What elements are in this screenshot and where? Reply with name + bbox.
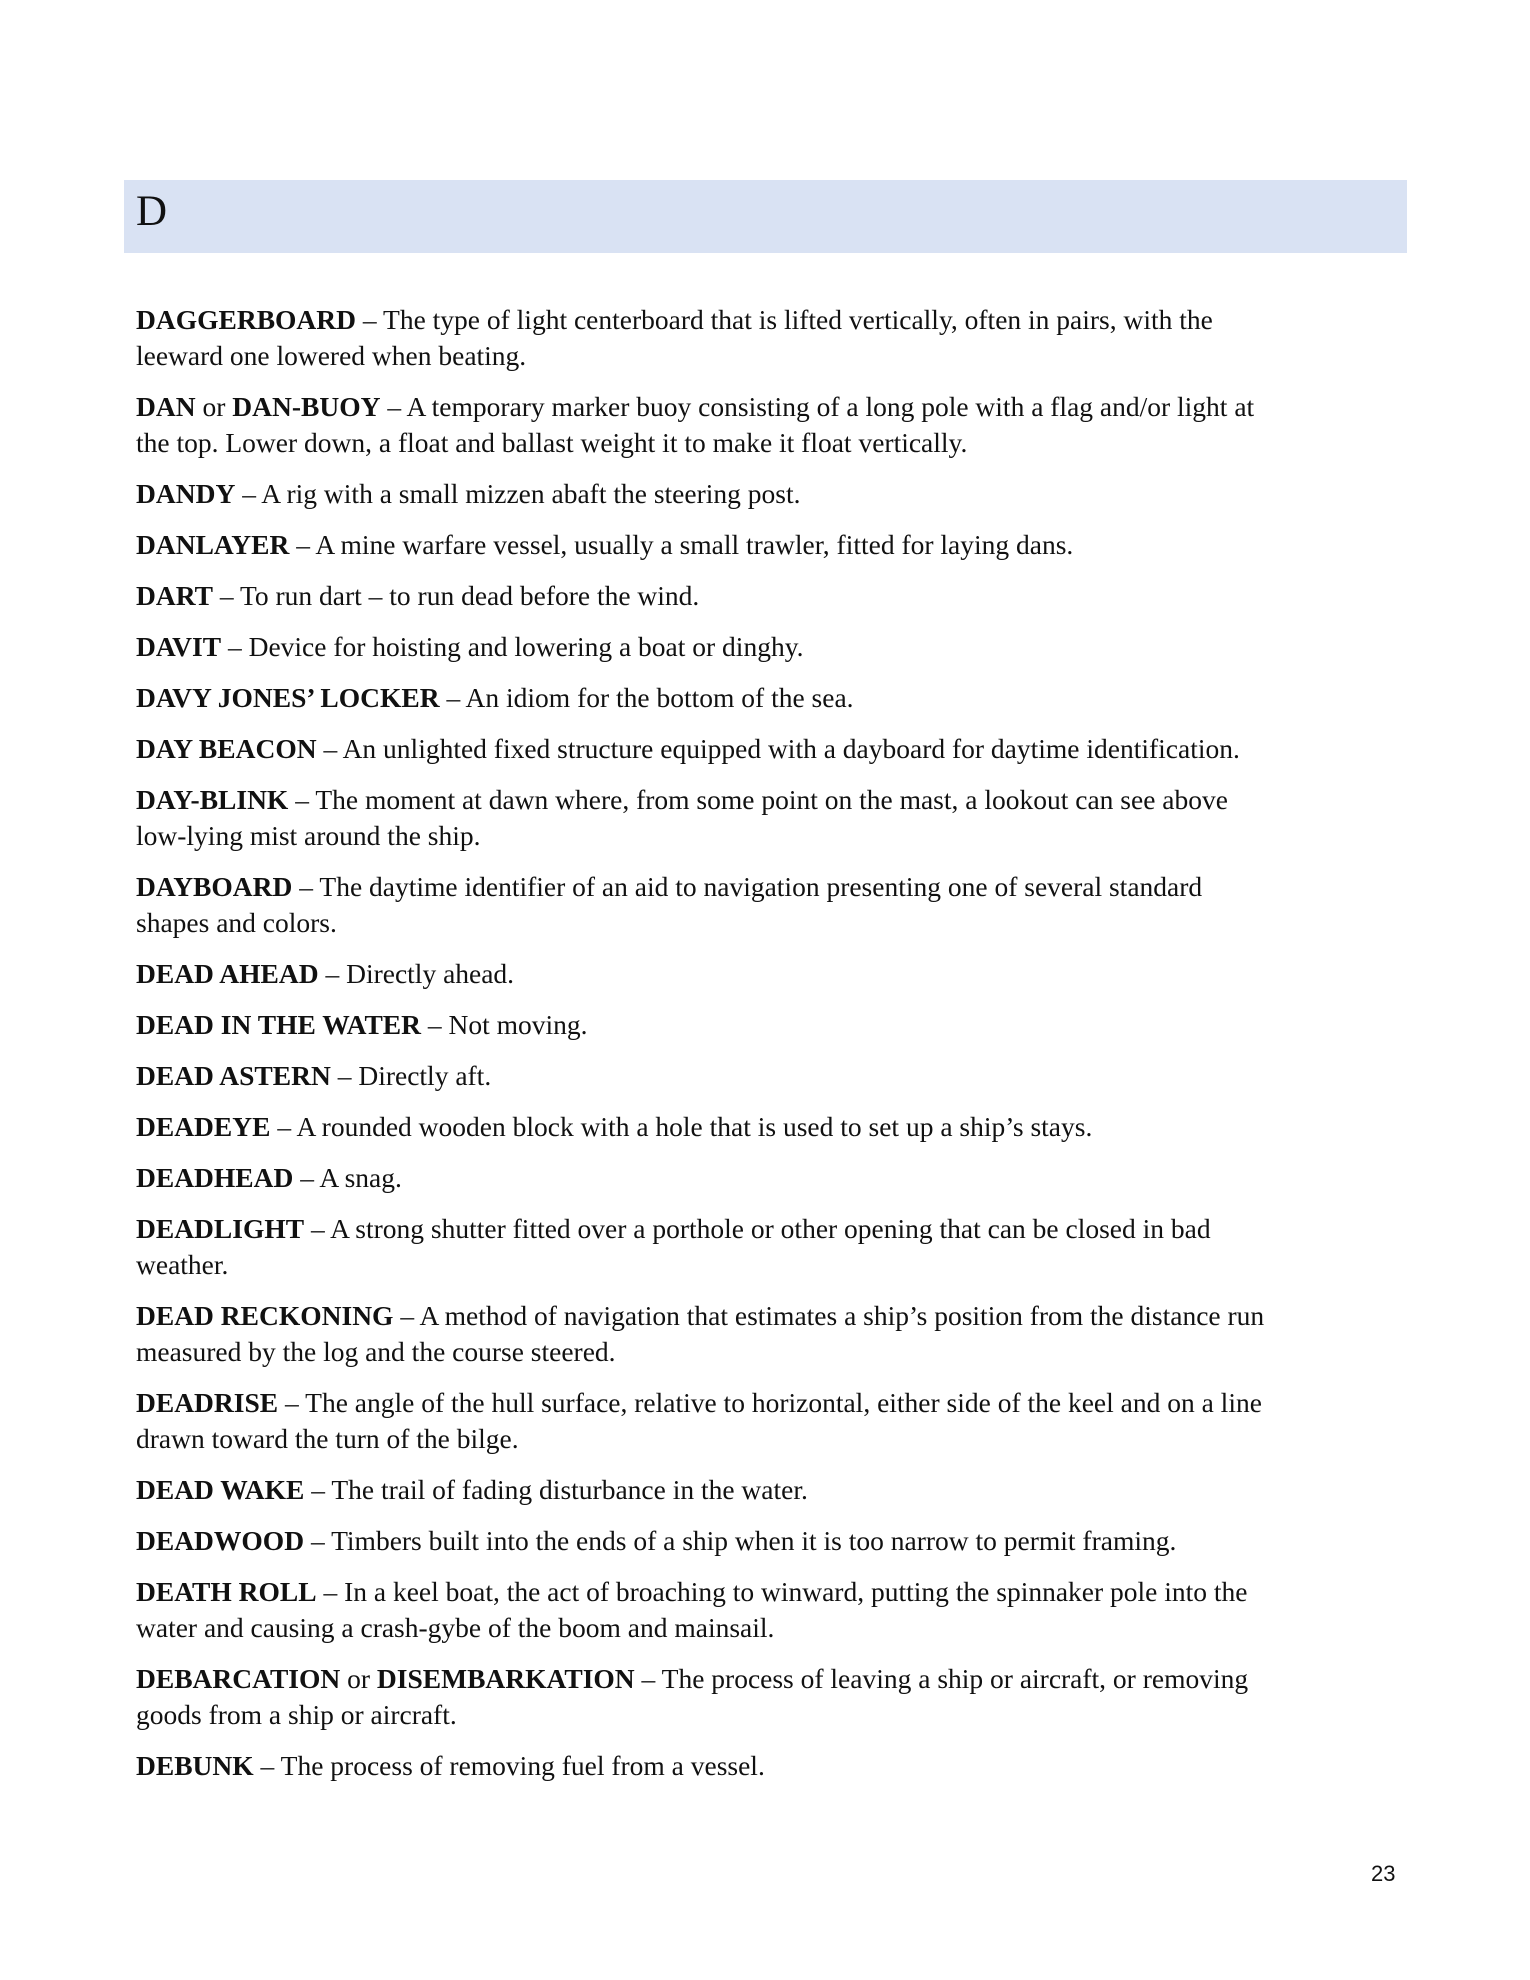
definition-text: An unlighted fixed structure equipped with a dayboard for daytime identification. [342,733,1240,764]
entry-first-line [136,1298,1264,1334]
dash-separator: – [260,1750,275,1781]
glossary-entry [136,578,699,614]
glossary-term: DEATH ROLL [136,1576,317,1607]
definition-text: A strong shutter fitted over a porthole or other opening that can be closed in bad [330,1213,1211,1244]
definition-text: low-lying mist around the ship. [136,820,481,851]
entry-continuation-line [136,425,1254,461]
glossary-entry [136,1007,588,1043]
glossary-term: DISEMBARKATION [376,1663,635,1694]
glossary-entry [136,1160,402,1196]
definition-text: A method of navigation that estimates a ship’s position from the distance run [419,1300,1265,1331]
definition-text: The process of removing fuel from a vessel. [280,1750,765,1781]
entry-first-line [136,302,1213,338]
definition-text: A mine warfare vessel, usually a small trawler, fitted for laying dans. [315,529,1074,560]
glossary-entry [136,1661,1248,1733]
definition-text: drawn toward the turn of the bilge. [136,1423,519,1454]
definition-text: leeward one lowered when beating. [136,340,527,371]
dash-separator: – [323,1576,338,1607]
glossary-entry [136,1211,1211,1283]
entry-first-line [136,1472,808,1508]
glossary-entry [136,869,1202,941]
glossary-term: DANLAYER [136,529,290,560]
definition-text: water and causing a crash-gybe of the boom and mainsail. [136,1612,775,1643]
definition-text: measured by the log and the course steered. [136,1336,616,1367]
term-joiner: or [202,391,226,422]
entry-continuation-line [136,1421,1262,1457]
dash-separator: – [641,1663,656,1694]
definition-text: shapes and colors. [136,907,337,938]
entry-first-line [136,731,1240,767]
dash-separator: – [219,580,234,611]
glossary-entry [136,1523,1176,1559]
dash-separator: – [427,1009,442,1040]
dash-separator: – [362,304,377,335]
dash-separator: – [296,529,310,560]
definition-text: The type of light centerboard that is lifted vertically, often in pairs, with the [383,304,1213,335]
definition-text: In a keel boat, the act of broaching to winward, putting the spinnaker pole into the [344,1576,1248,1607]
glossary-entry [136,1748,765,1784]
glossary-term: DEBUNK [136,1750,254,1781]
dash-separator: – [311,1474,325,1505]
definition-text: A rounded wooden block with a hole that is used to set up a ship’s stays. [296,1111,1093,1142]
entry-continuation-line [136,1247,1211,1283]
dash-separator: – [310,1525,325,1556]
glossary-term: DEADEYE [136,1111,271,1142]
page-number: 23 [1371,1861,1396,1886]
definition-text: A snag. [319,1162,402,1193]
definition-text: The daytime identifier of an aid to navigation presenting one of several standard [319,871,1203,902]
glossary-entry [136,1472,808,1508]
dash-separator: – [446,682,461,713]
entry-first-line [136,680,854,716]
dash-separator: – [400,1300,415,1331]
definition-text: Directly aft. [358,1060,492,1091]
dash-separator: – [310,1213,325,1244]
entry-first-line [136,956,514,992]
glossary-entry [136,476,800,512]
definition-text: A rig with a small mizzen abaft the steering post. [261,478,801,509]
glossary-term: DAGGERBOARD [136,304,357,335]
glossary-term: DAY-BLINK [136,784,289,815]
glossary-term: DEAD IN THE WATER [136,1009,422,1040]
definition-text: An idiom for the bottom of the sea. [465,682,854,713]
glossary-entry [136,1574,1248,1646]
entry-continuation-line [136,818,1228,854]
definition-text: Device for hoisting and lowering a boat or dinghy. [248,631,804,662]
section-header-band [124,180,1407,253]
glossary-entry [136,302,1213,374]
entry-first-line [136,629,804,665]
definition-text: The trail of fading disturbance in the water. [331,1474,808,1505]
glossary-term: DEADHEAD [136,1162,294,1193]
entry-first-line [136,1574,1248,1610]
glossary-entry [136,629,804,665]
entry-first-line [136,1211,1211,1247]
dash-separator: – [277,1111,292,1142]
glossary-term: DAN-BUOY [232,391,381,422]
definition-text: The angle of the hull surface, relative to horizontal, either side of the keel and on a line [305,1387,1262,1418]
glossary-term: DEAD WAKE [136,1474,305,1505]
definition-text: goods from a ship or aircraft. [136,1699,457,1730]
definition-text: To run dart – to run dead before the wind. [239,580,700,611]
dash-separator: – [337,1060,352,1091]
dash-separator: – [323,733,338,764]
glossary-term: DANDY [136,478,236,509]
dash-separator: – [242,478,256,509]
glossary-term: DAYBOARD [136,871,293,902]
definition-text: The process of leaving a ship or aircraft, or removing [661,1663,1249,1694]
entry-first-line [136,389,1254,425]
entry-first-line [136,1385,1262,1421]
glossary-term: DAN [136,391,196,422]
glossary-entry [136,1058,491,1094]
entry-first-line [136,476,800,512]
entry-first-line [136,869,1202,905]
entry-continuation-line [136,905,1202,941]
entry-continuation-line [136,338,1213,374]
entry-first-line [136,1007,588,1043]
entry-first-line [136,527,1073,563]
glossary-term: DEADWOOD [136,1525,305,1556]
dash-separator: – [295,784,309,815]
glossary-entry [136,389,1254,461]
dash-separator: – [299,871,313,902]
dash-separator: – [285,1387,299,1418]
entry-continuation-line [136,1610,1248,1646]
glossary-term: DAY BEACON [136,733,317,764]
entry-first-line [136,1523,1176,1559]
glossary-entry [136,956,514,992]
glossary-term: DEADLIGHT [136,1213,305,1244]
glossary-entry [136,527,1073,563]
definition-text: A temporary marker buoy consisting of a long pole with a flag and/or light at [406,391,1255,422]
definition-text: the top. Lower down, a float and ballast weight it to make it float vertically. [136,427,968,458]
definition-text: Timbers built into the ends of a ship when it is too narrow to permit framing. [331,1525,1177,1556]
glossary-term: DEAD RECKONING [136,1300,394,1331]
entry-first-line [136,1748,765,1784]
dash-separator: – [387,391,402,422]
definition-text: weather. [136,1249,229,1280]
glossary-entry [136,731,1240,767]
dash-separator: – [227,631,242,662]
glossary-entry [136,680,854,716]
glossary-term: DEADRISE [136,1387,279,1418]
glossary-term: DEBARCATION [136,1663,341,1694]
glossary-term: DART [136,580,213,611]
definition-text: Not moving. [448,1009,588,1040]
entry-first-line [136,1109,1092,1145]
dash-separator: – [300,1162,314,1193]
glossary-entry [136,1298,1264,1370]
glossary-entry [136,1109,1092,1145]
entry-first-line [136,1058,491,1094]
term-joiner: or [347,1663,371,1694]
glossary-term: DEAD ASTERN [136,1060,331,1091]
entry-continuation-line [136,1697,1248,1733]
entry-first-line [136,782,1228,818]
entry-continuation-line [136,1334,1264,1370]
glossary-term: DAVY JONES’ LOCKER [136,682,440,713]
entry-first-line [136,1661,1248,1697]
section-letter-heading: D [136,188,168,235]
dash-separator: – [325,958,340,989]
definition-text: Directly ahead. [346,958,515,989]
definition-text: The moment at dawn where, from some point on the mast, a lookout can see above [315,784,1228,815]
glossary-term: DEAD AHEAD [136,958,319,989]
glossary-term: DAVIT [136,631,222,662]
glossary-entry [136,1385,1262,1457]
glossary-entry [136,782,1228,854]
entry-first-line [136,1160,402,1196]
entry-first-line [136,578,699,614]
